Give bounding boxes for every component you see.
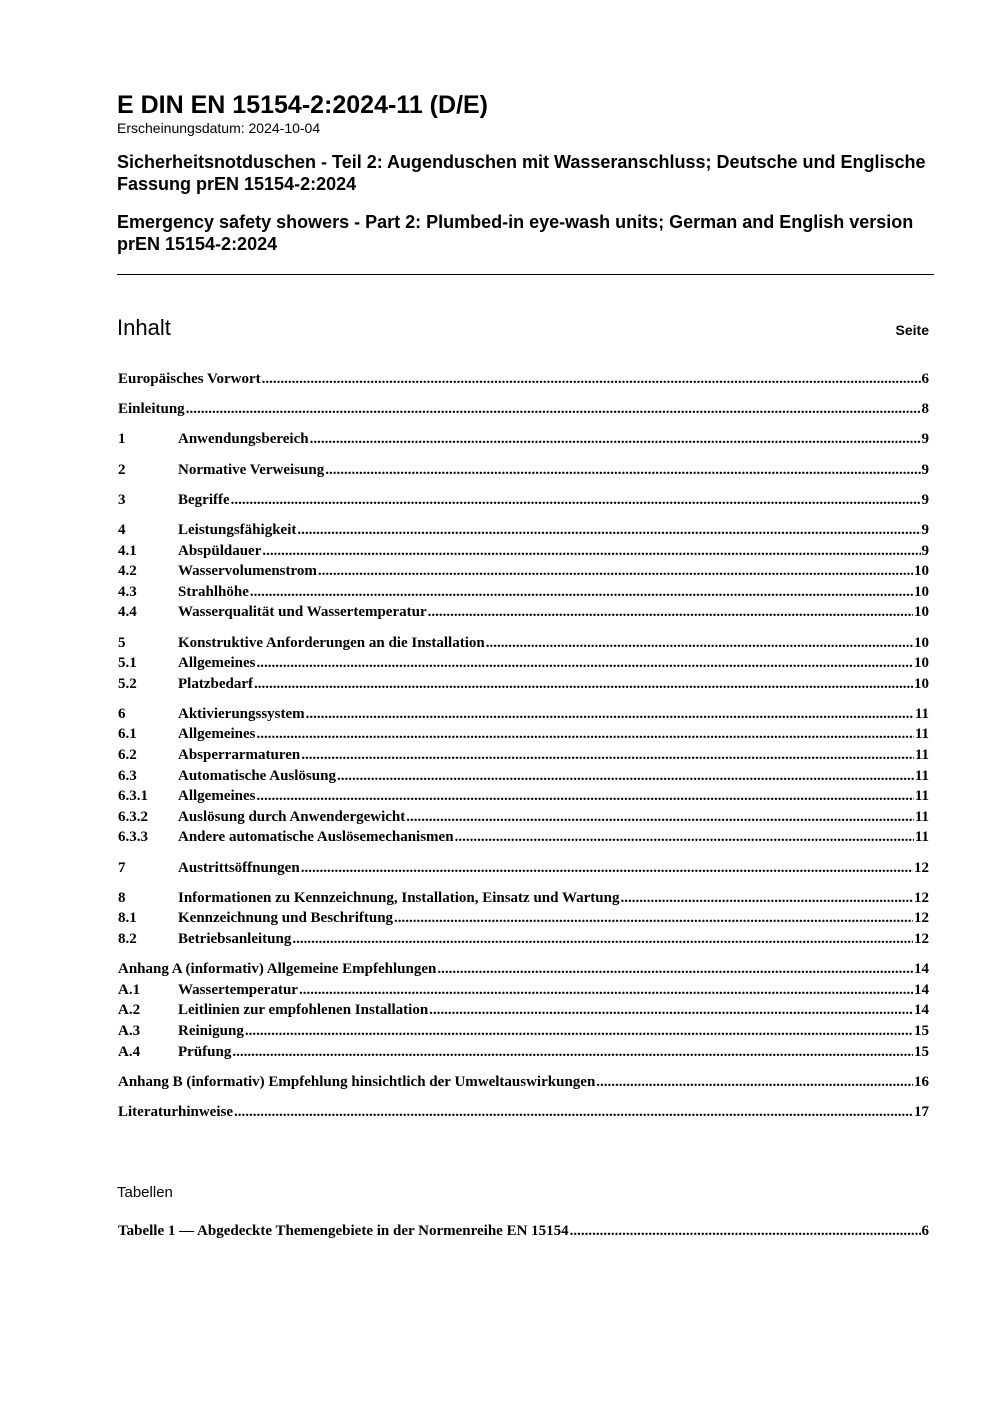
table-entry-label: Tabelle 1 — Abgedeckte Themengebiete in der Normenreihe EN 15154 [118,1223,569,1239]
toc-entry[interactable] [118,982,929,1003]
toc-entry-number: A.2 [118,1002,141,1019]
toc-leader [318,563,913,580]
toc-entry-number: A.3 [118,1022,141,1039]
toc-entry[interactable] [118,726,929,747]
toc-entry-label: Wasservolumenstrom [178,563,317,580]
toc-entry-number: A.1 [118,981,141,998]
toc-entry-number: 1 [118,431,126,448]
toc-leader [250,584,913,601]
toc-entry-page: 10 [914,655,929,672]
header-divider [117,274,934,275]
toc-entry-page: 10 [914,634,929,651]
toc-entry-number: 4 [118,521,126,538]
toc-leader [299,982,913,999]
toc-entry[interactable] [118,635,929,656]
toc-leader [301,747,914,764]
toc-entry-number: 5.1 [118,655,137,672]
toc-entry-page: 8 [921,401,929,418]
toc-entry-label: Literaturhinweise [118,1103,233,1120]
toc-leader [394,910,913,927]
toc-entry-number: 6.3.1 [118,788,148,805]
toc-entry[interactable] [118,492,929,513]
toc-entry-label: Allgemeines [178,788,256,805]
toc-leader [325,462,920,479]
toc-entry-number: 6 [118,705,126,722]
toc-entry-label: Automatische Auslösung [178,767,336,784]
toc-entry-page: 10 [914,675,929,692]
toc-entry[interactable] [118,584,929,605]
title-german: Sicherheitsnotduschen - Teil 2: Augenduschen mit Wasseranschluss; Deutsche und Englische Fassung prEN 15154-2:2024 [117,152,926,194]
toc-entry-label: Einleitung [118,401,185,418]
toc-entry-page: 11 [914,788,929,805]
toc-page-column-header: Seite [895,322,929,338]
toc-leader [310,431,921,448]
toc-leader [297,522,920,539]
table-of-contents [118,371,929,1125]
toc-entry-page: 16 [914,1073,929,1090]
publication-date: Erscheinungsdatum: 2024-10-04 [117,120,321,136]
toc-leader [256,726,913,743]
toc-leader [455,829,914,846]
document-header [117,90,934,255]
toc-entry-label: Prüfung [178,1043,232,1060]
toc-entry-page: 9 [921,431,929,448]
toc-leader [262,543,920,560]
toc-entry-label: Konstruktive Anforderungen an die Installation [178,634,485,651]
toc-entry-number: A.4 [118,1043,141,1060]
toc-leader [570,1223,921,1240]
toc-entry[interactable] [118,931,929,952]
toc-entry-label: Anhang B (informativ) Empfehlung hinsichtlich der Umweltauswirkungen [118,1073,596,1090]
toc-entry[interactable] [118,890,929,911]
toc-entry-label: Aktivierungssystem [178,705,305,722]
list-of-tables [118,1223,929,1244]
toc-leader [234,1104,913,1121]
toc-entry-label: Reinigung [178,1022,244,1039]
toc-leader [301,860,913,877]
toc-entry[interactable] [118,910,929,931]
toc-entry-page: 14 [914,1002,929,1019]
tables-caption: Tabellen [117,1184,173,1201]
toc-entry[interactable] [118,371,929,392]
toc-entry-label: Allgemeines [178,726,256,743]
toc-leader [428,604,913,621]
toc-leader [337,768,914,785]
toc-leader [256,788,913,805]
toc-entry-page: 14 [914,981,929,998]
toc-entry-page: 10 [914,604,929,621]
toc-entry-number: 7 [118,859,126,876]
toc-entry-label: Platzbedarf [178,675,253,692]
toc-entry-label: Informationen zu Kennzeichnung, Installation, Einsatz und Wartung [178,889,620,906]
toc-entry-label: Normative Verweisung [178,461,325,478]
toc-entry-number: 2 [118,461,126,478]
toc-entry[interactable] [118,1104,929,1125]
toc-entry-label: Andere automatische Auslösemechanismen [178,829,454,846]
toc-entry-label: Begriffe [178,491,230,508]
toc-entry-label: Wasserqualität und Wassertemperatur [178,604,427,621]
toc-entry-label: Abspüldauer [178,542,262,559]
toc-entry-page: 15 [914,1022,929,1039]
toc-leader [306,706,914,723]
toc-entry-number: 6.1 [118,726,137,743]
toc-entry-label: Wassertemperatur [178,981,298,998]
toc-entry[interactable] [118,1023,929,1044]
toc-entry-page: 9 [921,542,929,559]
toc-entry-page: 10 [914,563,929,580]
toc-entry-number: 4.2 [118,563,137,580]
toc-entry-page: 15 [914,1043,929,1060]
toc-leader [186,401,921,418]
toc-entry-page: 17 [914,1103,929,1120]
toc-entry[interactable] [118,401,929,422]
toc-leader [262,371,921,388]
toc-leader [437,961,913,978]
toc-entry-label: Auslösung durch Anwendergewicht [178,808,406,825]
toc-leader [596,1074,913,1091]
toc-entry-label: Europäisches Vorwort [118,371,261,387]
toc-leader [292,931,913,948]
table-entry-page: 6 [921,1223,929,1239]
toc-leader [254,676,913,693]
toc-entry[interactable] [118,604,929,625]
toc-leader [256,655,913,672]
toc-entry-number: 8.1 [118,910,137,927]
toc-entry[interactable] [118,1044,929,1065]
toc-entry-number: 5 [118,634,126,651]
toc-entry-label: Austrittsöffnungen [178,859,300,876]
toc-entry-label: Absperrarmaturen [178,747,301,764]
toc-entry-page: 12 [914,859,929,876]
toc-entry[interactable] [118,462,929,483]
toc-entry-page: 9 [921,491,929,508]
toc-entry[interactable] [118,809,929,830]
toc-entry[interactable] [118,522,929,543]
toc-entry-number: 4.4 [118,604,137,621]
toc-entry-number: 4.1 [118,542,137,559]
toc-entry[interactable] [118,706,929,727]
toc-entry-page: 10 [914,583,929,600]
toc-entry-number: 6.3 [118,767,137,784]
toc-entry[interactable] [118,1002,929,1023]
toc-entry[interactable] [118,788,929,809]
toc-leader [486,635,913,652]
toc-entry-number: 6.3.2 [118,808,148,825]
toc-entry[interactable] [118,543,929,564]
toc-entry-page: 14 [914,961,929,978]
table-list-entry[interactable] [118,1223,929,1244]
toc-entry-page: 12 [914,931,929,947]
toc-entry-page: 11 [914,829,929,846]
toc-entry-page: 12 [914,910,929,927]
title-english: Emergency safety showers - Part 2: Plumbed-in eye-wash units; German and English version prEN 15154-2:2024 [117,212,914,254]
toc-entry-page: 11 [914,705,929,722]
toc-entry-page: 9 [921,521,929,538]
toc-entry-label: Anwendungsbereich [178,431,309,448]
toc-entry-number: 8 [118,889,126,906]
toc-entry-page: 11 [914,767,929,784]
toc-title: Inhalt [117,315,171,340]
toc-entry-label: Strahlhöhe [178,583,249,600]
toc-entry-label: Allgemeines [178,655,256,672]
toc-entry-page: 11 [914,747,929,764]
toc-entry[interactable] [118,1074,929,1095]
document-id: E DIN EN 15154-2:2024-11 (D/E) [117,91,489,119]
toc-leader [245,1023,913,1040]
toc-entry-page: 9 [921,461,929,478]
toc-entry-number: 3 [118,491,126,508]
toc-entry[interactable] [118,431,929,452]
toc-entry[interactable] [118,747,929,768]
toc-entry[interactable] [118,961,929,982]
toc-entry-page: 11 [914,808,929,825]
toc-entry-page: 12 [914,889,929,906]
toc-leader [620,890,913,907]
toc-leader [429,1002,913,1019]
toc-entry[interactable] [118,829,929,850]
toc-leader [231,492,921,509]
toc-entry-number: 4.3 [118,583,137,600]
toc-heading [117,315,929,341]
toc-entry-label: Leistungsfähigkeit [178,521,297,538]
toc-entry-label: Kennzeichnung und Beschriftung [178,910,394,927]
toc-entry[interactable] [118,563,929,584]
toc-entry[interactable] [118,676,929,697]
toc-entry-page: 6 [921,371,929,387]
toc-entry-number: 6.3.3 [118,829,148,846]
toc-entry-label: Leitlinien zur empfohlenen Installation [178,1002,429,1019]
toc-entry-number: 5.2 [118,675,137,692]
toc-entry-label: Betriebsanleitung [178,931,292,947]
toc-entry[interactable] [118,768,929,789]
toc-entry-label: Anhang A (informativ) Allgemeine Empfehlungen [118,961,437,978]
toc-leader [232,1044,913,1061]
toc-entry[interactable] [118,860,929,881]
toc-leader [406,809,914,826]
toc-entry-number: 8.2 [118,931,137,947]
toc-entry-number: 6.2 [118,747,137,764]
toc-entry[interactable] [118,655,929,676]
toc-entry-page: 11 [914,726,929,743]
